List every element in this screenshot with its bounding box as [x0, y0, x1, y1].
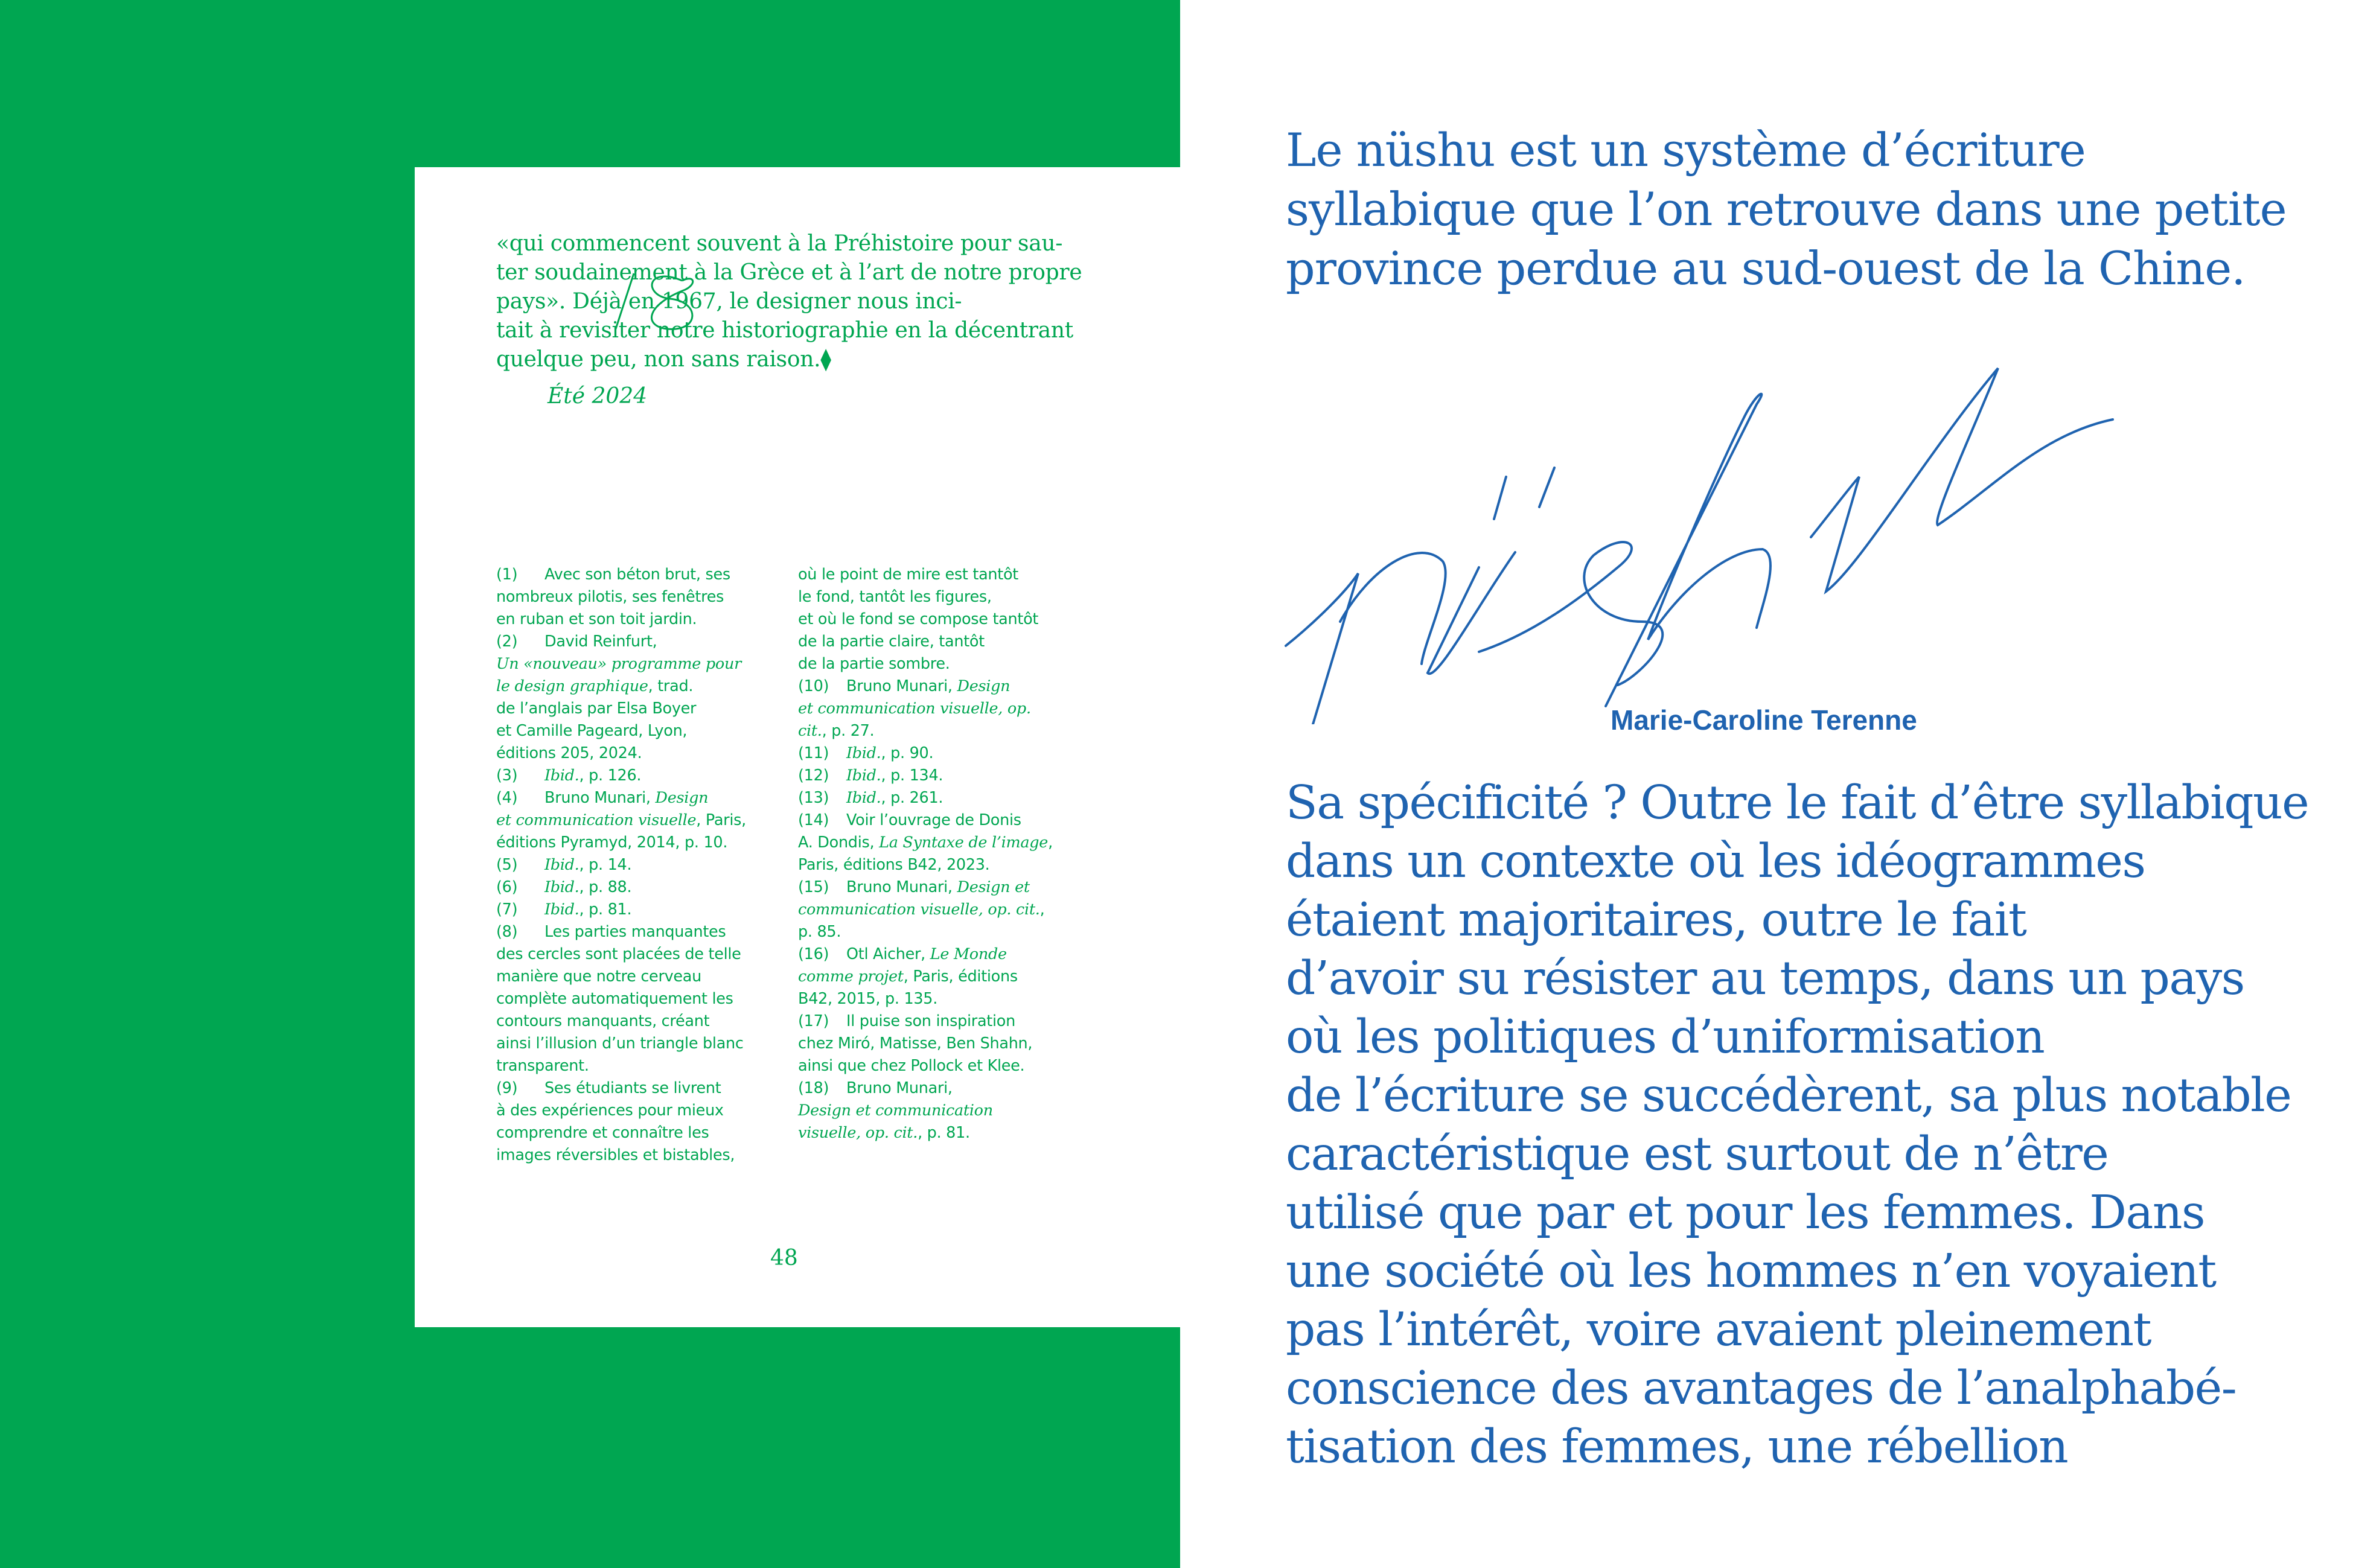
body-paragraph: [1286, 774, 2336, 1476]
footnote-line: [798, 586, 1082, 608]
footnote-line: [496, 876, 780, 899]
footnote-text: à des expériences pour mieux: [496, 1101, 724, 1120]
footnote-italic-title: Ibid.: [544, 900, 579, 919]
footnote-number: (18): [798, 1079, 829, 1097]
footnote-text: Bruno Munari,: [544, 789, 656, 807]
footnote-line: [496, 608, 780, 631]
footnote-italic-title: visuelle, op. cit.: [798, 1124, 918, 1142]
author-name: Marie-Caroline Terenne: [1611, 704, 1917, 736]
footnote-text-tail: , p. 81.: [579, 900, 632, 919]
footnote-line: [798, 698, 1082, 720]
footnote-text-tail: , Paris,: [696, 811, 746, 829]
footnote-italic-title: cit.: [798, 722, 822, 740]
footnote-line: [496, 720, 780, 742]
footnote-text: Bruno Munari,: [846, 878, 957, 896]
footnote-text: p. 85.: [798, 923, 841, 941]
footnote-text: en ruban et son toit jardin.: [496, 610, 697, 628]
footnote-line: [798, 720, 1082, 742]
footnote-number: (1): [496, 566, 518, 584]
footnote-line: [798, 675, 1082, 698]
quote-line: «qui commencent souvent à la Préhistoire pour sau-: [496, 231, 1063, 256]
footnote-text: David Reinfurt,: [544, 633, 657, 651]
footnote-number: (14): [798, 811, 829, 829]
footnote-text: Bruno Munari,: [846, 1079, 953, 1097]
footnote-line: [496, 742, 780, 765]
intro-line: Le nüshu est un système d’écriture: [1286, 123, 2086, 177]
footnote-text: transparent.: [496, 1057, 589, 1075]
footnote-line: [798, 1077, 1082, 1100]
footnote-line: [496, 943, 780, 966]
intro-line: province perdue au sud-ouest de la Chine.: [1286, 241, 2246, 295]
footnote-line: [798, 966, 1082, 988]
quote-line: pays». Déjà en 1967, le designer nous inci-: [496, 289, 962, 314]
footnote-text: où le point de mire est tantôt: [798, 566, 1018, 584]
footnote-italic-title: Ibid.: [544, 766, 579, 785]
footnote-line: [798, 854, 1082, 876]
footnote-text-tail: , p. 126.: [579, 766, 642, 785]
footnote-text-tail: , p. 81.: [918, 1124, 970, 1142]
body-line: d’avoir su résister au temps, dans un pays: [1286, 952, 2244, 1005]
footnote-italic-title: Design et: [957, 878, 1030, 896]
footnote-text: de la partie claire, tantôt: [798, 633, 985, 651]
footnote-line: [496, 832, 780, 854]
footnote-number: (5): [496, 856, 518, 874]
footnote-text-tail: , p. 27.: [822, 722, 875, 740]
footnote-number: (15): [798, 878, 829, 896]
season-date: Été 2024: [548, 384, 648, 409]
footnote-text: ainsi que chez Pollock et Klee.: [798, 1057, 1025, 1075]
footnote-text: et Camille Pageard, Lyon,: [496, 722, 688, 740]
body-line: une société où les hommes n’en voyaient: [1286, 1245, 2216, 1298]
body-line: où les politiques d’uniformisation: [1286, 1010, 2045, 1064]
footnote-line: [798, 1033, 1082, 1055]
footnote-italic-title: La Syntaxe de l’image: [879, 833, 1049, 852]
footnote-number: (13): [798, 789, 829, 807]
footnote-number: (8): [496, 923, 518, 941]
footnote-line: [798, 631, 1082, 653]
nushu-handwritten-title: [1280, 338, 2258, 724]
body-line: caractéristique est surtout de n’être: [1286, 1127, 2109, 1181]
footnote-text: ainsi l’illusion d’un triangle blanc: [496, 1034, 744, 1053]
footnote-line: [798, 765, 1082, 787]
footnote-line: [496, 675, 780, 698]
footnote-text: contours manquants, créant: [496, 1012, 710, 1030]
footnote-text: Voir l’ouvrage de Donis: [846, 811, 1021, 829]
footnote-number: (9): [496, 1079, 518, 1097]
footnote-text: Paris, éditions B42, 2023.: [798, 856, 990, 874]
footnote-line: [496, 698, 780, 720]
footnote-line: [798, 832, 1082, 854]
body-line: pas l’intérêt, voire avaient pleinement: [1286, 1303, 2151, 1357]
footnote-number: (3): [496, 766, 518, 785]
footnote-text-tail: , trad.: [648, 677, 694, 695]
footnote-number: (16): [798, 945, 829, 963]
footnote-italic-title: Ibid.: [846, 789, 881, 807]
footnote-line: [798, 1122, 1082, 1144]
body-line: utilisé que par et pour les femmes. Dans: [1286, 1186, 2205, 1240]
footnote-italic-title: comme projet: [798, 967, 904, 986]
footnote-line: [798, 564, 1082, 586]
footnote-text: A. Dondis,: [798, 833, 880, 852]
footnote-line: [798, 876, 1082, 899]
footnote-line: [496, 1033, 780, 1055]
footnote-number: (2): [496, 633, 518, 651]
footnote-line: [798, 742, 1082, 765]
footnote-number: (17): [798, 1012, 829, 1030]
intro-paragraph: [1286, 121, 2324, 298]
footnote-italic-title: Design: [655, 789, 709, 807]
footnote-line: [496, 899, 780, 921]
footnote-text: de la partie sombre.: [798, 655, 950, 673]
footnote-line: [496, 966, 780, 988]
footnote-italic-title: et communication visuelle: [496, 811, 697, 829]
footnote-text: et où le fond se compose tantôt: [798, 610, 1039, 628]
footnote-line: [798, 608, 1082, 631]
footnotes-column-1: [496, 564, 780, 1167]
footnote-text: images réversibles et bistables,: [496, 1146, 735, 1164]
footnote-italic-title: Ibid.: [544, 878, 579, 896]
footnote-line: [496, 765, 780, 787]
body-line: Sa spécificité ? Outre le fait d’être syllabique: [1286, 776, 2309, 830]
footnote-line: [496, 988, 780, 1010]
footnote-text: B42, 2015, p. 135.: [798, 990, 938, 1008]
footnote-line: [496, 631, 780, 653]
footnote-text: Otl Aicher,: [846, 945, 930, 963]
footnote-text: éditions 205, 2024.: [496, 744, 642, 762]
footnote-text: Ses étudiants se livrent: [544, 1079, 721, 1097]
footnote-italic-title: Ibid.: [544, 856, 579, 874]
footnote-text: de l’anglais par Elsa Boyer: [496, 700, 697, 718]
handwritten-footnote-18: [610, 269, 712, 335]
footnote-line: [496, 653, 780, 675]
footnote-number: (10): [798, 677, 829, 695]
footnote-line: [496, 809, 780, 832]
footnote-italic-title: Ibid.: [846, 766, 881, 785]
footnote-text: Les parties manquantes: [544, 923, 726, 941]
footnote-line: [496, 1100, 780, 1122]
footnote-line: [798, 809, 1082, 832]
quote-paragraph: [496, 229, 1082, 374]
footnote-italic-title: Le Monde: [930, 945, 1007, 963]
footnote-text: chez Miró, Matisse, Ben Shahn,: [798, 1034, 1033, 1053]
body-line: de l’écriture se succédèrent, sa plus notable: [1286, 1069, 2291, 1123]
footnote-text: le fond, tantôt les figures,: [798, 588, 992, 606]
footnote-line: [496, 564, 780, 586]
footnote-line: [496, 1122, 780, 1144]
footnote-text: Il puise son inspiration: [846, 1012, 1015, 1030]
footnote-line: [798, 943, 1082, 966]
footnote-text: manière que notre cerveau: [496, 967, 702, 986]
footnote-line: [798, 921, 1082, 943]
footnote-number: (12): [798, 766, 829, 785]
footnote-line: [496, 586, 780, 608]
footnote-text: éditions Pyramyd, 2014, p. 10.: [496, 833, 728, 852]
footnote-line: [496, 1077, 780, 1100]
footnote-text-tail: , Paris, éditions: [903, 967, 1018, 986]
footnote-text-tail: , p. 261.: [881, 789, 943, 807]
footnote-line: [798, 653, 1082, 675]
body-line: tisation des femmes, une rébellion: [1286, 1420, 2068, 1474]
footnote-text-tail: , p. 14.: [579, 856, 632, 874]
footnote-line: [798, 899, 1082, 921]
footnotes-column-2: [798, 564, 1082, 1144]
footnote-line: [496, 1010, 780, 1033]
footnote-italic-title: le design graphique: [496, 677, 648, 695]
footnote-line: [496, 921, 780, 943]
footnote-text: Avec son béton brut, ses: [544, 566, 730, 584]
footnote-italic-title: Ibid.: [846, 744, 881, 762]
footnote-number: (7): [496, 900, 518, 919]
footnote-text: nombreux pilotis, ses fenêtres: [496, 588, 724, 606]
footnote-number: (11): [798, 744, 829, 762]
quote-line: ter soudainement à la Grèce et à l’art de notre propre: [496, 260, 1082, 285]
footnote-line: [496, 1144, 780, 1167]
footnote-line: [798, 1055, 1082, 1077]
footnote-text-tail: , p. 88.: [579, 878, 632, 896]
footnote-text: des cercles sont placées de telle: [496, 945, 741, 963]
page-number: 48: [770, 1246, 798, 1270]
footnote-text: Bruno Munari,: [846, 677, 957, 695]
body-line: étaient majoritaires, outre le fait: [1286, 893, 2026, 947]
quote-line: tait à revisiter notre historiographie en la décentrant: [496, 318, 1073, 343]
footnote-italic-title: Un «nouveau» programme pour: [496, 655, 741, 673]
footnote-text-tail: ,: [1039, 900, 1045, 919]
footnote-text-tail: , p. 90.: [881, 744, 934, 762]
footnote-italic-title: et communication visuelle, op.: [798, 700, 1031, 718]
footnote-number: (4): [496, 789, 518, 807]
footnote-line: [798, 1010, 1082, 1033]
footnote-line: [798, 787, 1082, 809]
footnote-line: [798, 988, 1082, 1010]
footnote-number: (6): [496, 878, 518, 896]
footnote-italic-title: communication visuelle, op. cit.: [798, 900, 1040, 919]
body-line: conscience des avantages de l’analphabé-: [1286, 1362, 2236, 1415]
footnote-italic-title: Design et communication: [798, 1101, 993, 1120]
footnote-text-tail: , p. 134.: [881, 766, 943, 785]
footnote-line: [496, 854, 780, 876]
body-line: dans un contexte où les idéogrammes: [1286, 835, 2145, 888]
footnote-text: complète automatiquement les: [496, 990, 733, 1008]
quote-line: quelque peu, non sans raison.⧫: [496, 347, 831, 372]
footnote-text-tail: ,: [1048, 833, 1053, 852]
footnote-line: [496, 787, 780, 809]
footnote-text: comprendre et connaître les: [496, 1124, 709, 1142]
footnote-italic-title: Design: [957, 677, 1010, 695]
footnote-line: [798, 1100, 1082, 1122]
intro-line: syllabique que l’on retrouve dans une petite: [1286, 182, 2287, 236]
footnote-line: [496, 1055, 780, 1077]
